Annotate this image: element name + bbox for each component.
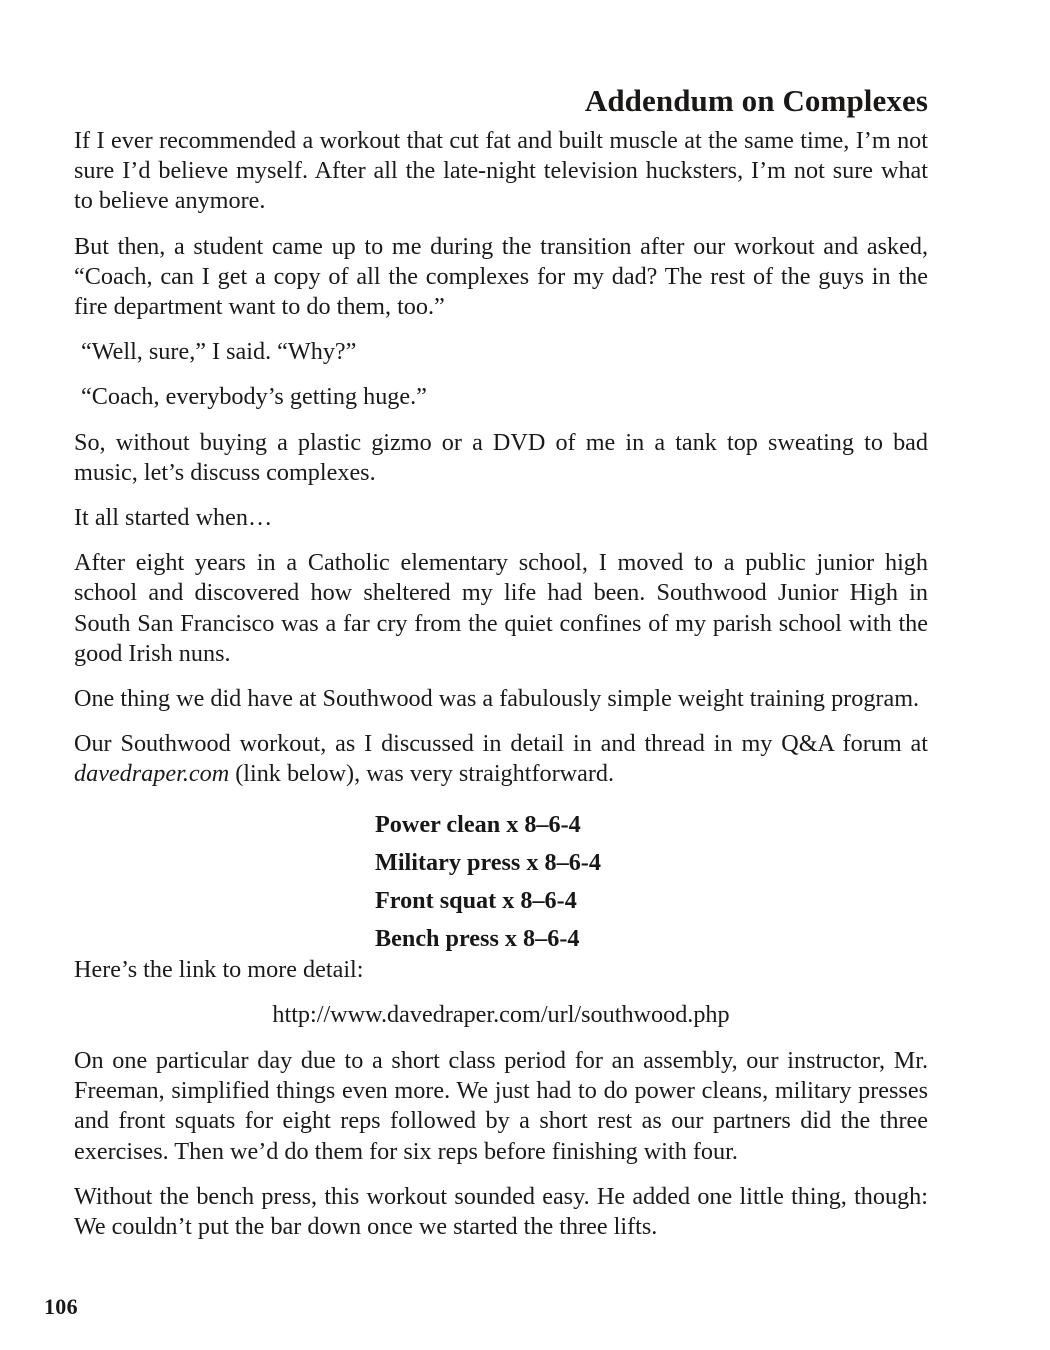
paragraph-dialogue-well-sure: “Well, sure,” I said. “Why?” [81, 338, 357, 366]
list-item: Power clean x 8–6-4 [375, 811, 581, 838]
paragraph-mr-freeman-simplified: On one particular day due to a short class period for an assembly, our instructor, Mr. Freeman, simplified things even more. We just had to do power cleans, military presses and front squats for eight reps followed by a short rest as our partners did the three exercises. Then we’d do them for six reps before finishing with four. [74, 1047, 928, 1165]
paragraph-southwood-junior-high: After eight years in a Catholic elementary school, I moved to a public junior high school and discovered how sheltered my life had been. Southwood Junior High in South San Francisco was a far cry from the quiet confines of my parish school with the good Irish nuns. [74, 549, 928, 667]
link-intro-text: Here’s the link to more detail: [74, 956, 364, 983]
southwood-text-before: Our Southwood workout, as I discussed in detail in and thread in my Q&A forum at [74, 730, 928, 758]
page-number: 106 [44, 1294, 78, 1319]
list-item: Military press x 8–6-4 [375, 849, 601, 876]
davedraper-site-mention: davedraper.com [74, 760, 230, 788]
paragraph-intro-skepticism: If I ever recommended a workout that cut fat and built muscle at the same time, I’m not sure I’d believe myself. After all the late-night television hucksters, I’m not sure what to believe anymore. [74, 127, 928, 215]
body-text-block [74, 126, 928, 790]
list-item: Bench press x 8–6-4 [375, 925, 580, 952]
paragraph-without-bench-press: Without the bench press, this workout sounded easy. He added one little thing, though: We couldn’t put the bar down once we started the three lifts. [74, 1182, 928, 1241]
paragraph-lets-discuss-complexes: So, without buying a plastic gizmo or a DVD of me in a tank top sweating to bad music, let’s discuss complexes. [74, 428, 928, 486]
closing-text-block [74, 1046, 928, 1242]
paragraph-dialogue-getting-huge: “Coach, everybody’s getting huge.” [81, 383, 427, 411]
list-item: Front squat x 8–6-4 [375, 887, 577, 914]
page-title: Addendum on Complexes [584, 82, 928, 118]
workout-list [375, 806, 875, 958]
southwood-text-after: (link below), was very straightforward. [229, 760, 615, 788]
paragraph-weight-training-program: One thing we did have at Southwood was a fabulously simple weight training program. [74, 685, 920, 713]
paragraph-southwood-workout-link [74, 729, 928, 789]
paragraph-student-question: But then, a student came up to me during the transition after our workout and asked, “Coach, can I get a copy of all the complexes for my dad? The rest of the guys in the fire department want to do them, too.” [74, 232, 928, 321]
paragraph-it-all-started: It all started when… [74, 504, 273, 532]
southwood-url: http://www.davedraper.com/url/southwood.php [272, 1001, 730, 1028]
